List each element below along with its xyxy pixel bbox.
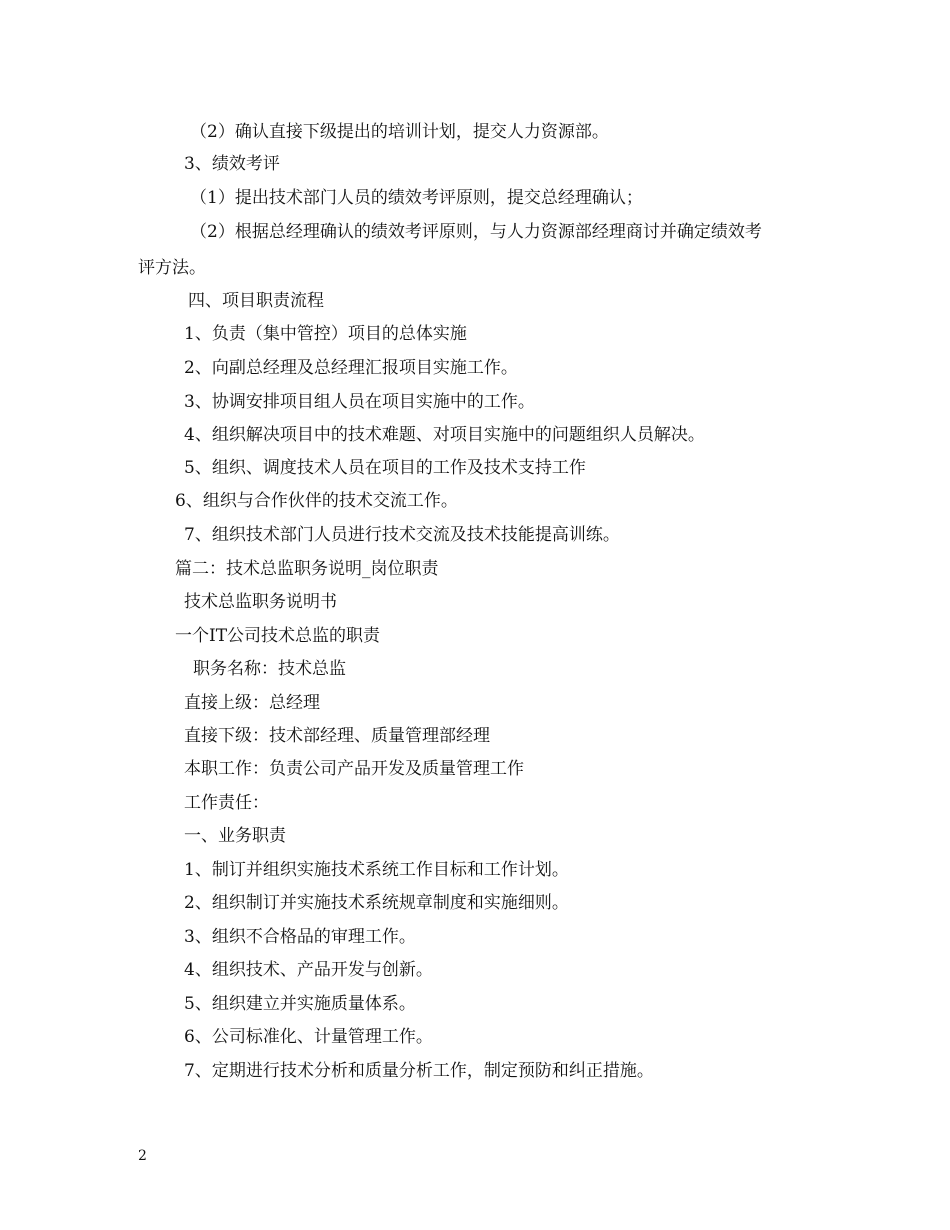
text-line: 本职工作：负责公司产品开发及质量管理工作 — [184, 759, 524, 779]
text-line: 3、组织不合格品的审理工作。 — [184, 927, 416, 947]
text-line: 2、组织制订并实施技术系统规章制度和实施细则。 — [184, 893, 569, 913]
section-heading: 四、项目职责流程 — [188, 291, 324, 311]
text-line: 一个IT公司技术总监的职责 — [175, 626, 381, 646]
text-line: 3、绩效考评 — [184, 154, 280, 174]
text-line: 7、组织技术部门人员进行技术交流及技术技能提高训练。 — [184, 525, 620, 545]
text-line: 6、公司标准化、计量管理工作。 — [184, 1027, 433, 1047]
page-number: 2 — [138, 1148, 147, 1164]
text-line: （2）确认直接下级提出的培训计划，提交人力资源部。 — [190, 122, 609, 142]
text-line: 7、定期进行技术分析和质量分析工作，制定预防和纠正措施。 — [184, 1061, 654, 1081]
text-line: 职务名称：技术总监 — [193, 659, 346, 679]
text-line: 3、协调安排项目组人员在项目实施中的工作。 — [184, 392, 535, 412]
text-line: 4、组织解决项目中的技术难题、对项目实施中的问题组织人员解决。 — [184, 425, 705, 445]
document-subtitle: 技术总监职务说明书 — [184, 592, 337, 612]
text-line: 评方法。 — [138, 258, 206, 278]
text-line: 工作责任： — [184, 793, 269, 813]
text-line: 6、组织与合作伙伴的技术交流工作。 — [175, 491, 458, 511]
text-line: （1）提出技术部门人员的绩效考评原则，提交总经理确认； — [190, 188, 643, 208]
text-line: 1、制订并组织实施技术系统工作目标和工作计划。 — [184, 860, 569, 880]
text-line: 直接上级：总经理 — [184, 693, 320, 713]
text-line: 直接下级：技术部经理、质量管理部经理 — [184, 726, 490, 746]
text-line: 5、组织、调度技术人员在项目的工作及技术支持工作 — [184, 458, 586, 478]
text-line: （2）根据总经理确认的绩效考评原则，与人力资源部经理商讨并确定绩效考 — [190, 222, 762, 242]
text-line: 5、组织建立并实施质量体系。 — [184, 994, 416, 1014]
text-line: 4、组织技术、产品开发与创新。 — [184, 960, 433, 980]
section-heading: 篇二：技术总监职务说明_岗位职责 — [175, 559, 439, 579]
text-line: 2、向副总经理及总经理汇报项目实施工作。 — [184, 358, 518, 378]
text-line: 1、负责（集中管控）项目的总体实施 — [184, 324, 467, 344]
section-heading: 一、业务职责 — [184, 826, 286, 846]
